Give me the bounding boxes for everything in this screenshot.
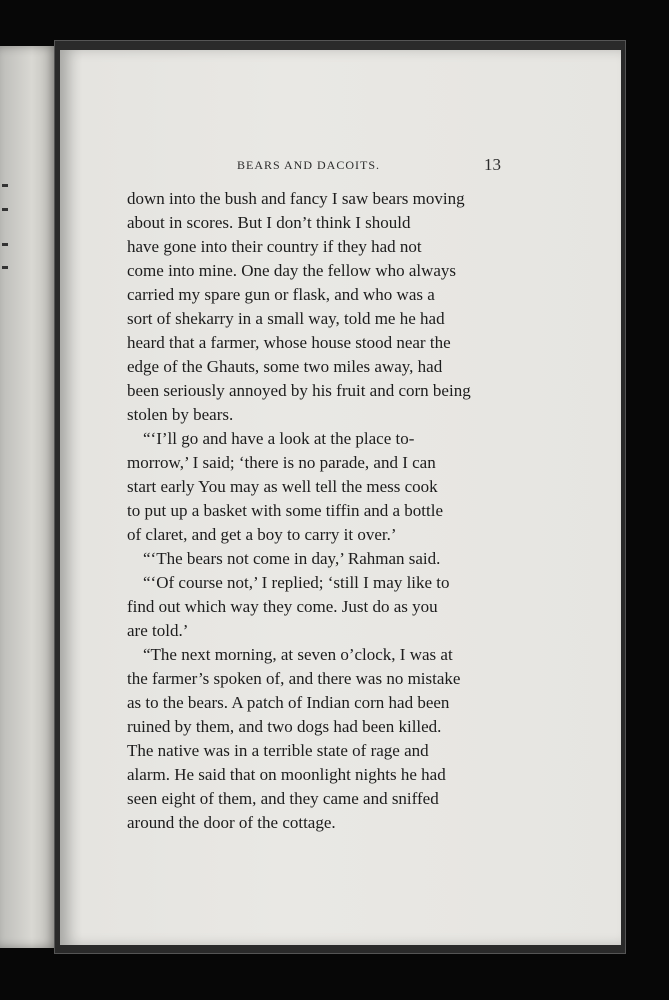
text-line: heard that a farmer, whose house stood near the [127,333,451,352]
left-page-text-fragment [2,208,8,211]
text-line: of claret, and get a boy to carry it over.’ [127,525,397,544]
text-line: stolen by bears. [127,405,234,424]
text-line: been seriously annoyed by his fruit and corn being [127,381,471,400]
text-line: “‘Of course not,’ I replied; ‘still I may like to [143,573,450,592]
text-line: about in scores. But I don’t think I should [127,213,411,232]
text-line: around the door of the cottage. [127,813,336,832]
text-line: find out which way they come. Just do as you [127,597,438,616]
left-page-text-fragment [2,184,8,187]
left-page-edge [0,46,58,948]
text-line: ruined by them, and two dogs had been killed. [127,717,442,736]
text-line: are told.’ [127,621,189,640]
text-line: sort of shekarry in a small way, told me he had [127,309,445,328]
text-line: seen eight of them, and they came and sniffed [127,789,439,808]
left-page-text-fragment [2,266,8,269]
text-line: come into mine. One day the fellow who always [127,261,457,280]
text-line: edge of the Ghauts, some two miles away, had [127,357,443,376]
text-line: “‘I’ll go and have a look at the place to- [143,429,415,448]
text-line: carried my spare gun or flask, and who was a [127,285,435,304]
text-line: morrow,’ I said; ‘there is no parade, and I can [127,453,436,472]
text-line: “‘The bears not come in day,’ Rahman said. [143,549,441,568]
text-line: have gone into their country if they had not [127,237,422,256]
running-head: BEARS AND DACOITS. [237,158,381,172]
text-line: the farmer’s spoken of, and there was no mistake [127,669,461,688]
page-number: 13 [484,155,501,174]
text-line: to put up a basket with some tiffin and a bottle [127,501,444,520]
text-line: The native was in a terrible state of rage and [127,741,429,760]
text-line: down into the bush and fancy I saw bears moving [127,189,465,208]
text-line: alarm. He said that on moonlight nights he had [127,765,446,784]
left-page-text-fragment [2,243,8,246]
text-line: as to the bears. A patch of Indian corn had been [127,693,450,712]
text-line: start early You may as well tell the mess cook [127,477,438,496]
text-line: “The next morning, at seven o’clock, I was at [143,645,453,664]
